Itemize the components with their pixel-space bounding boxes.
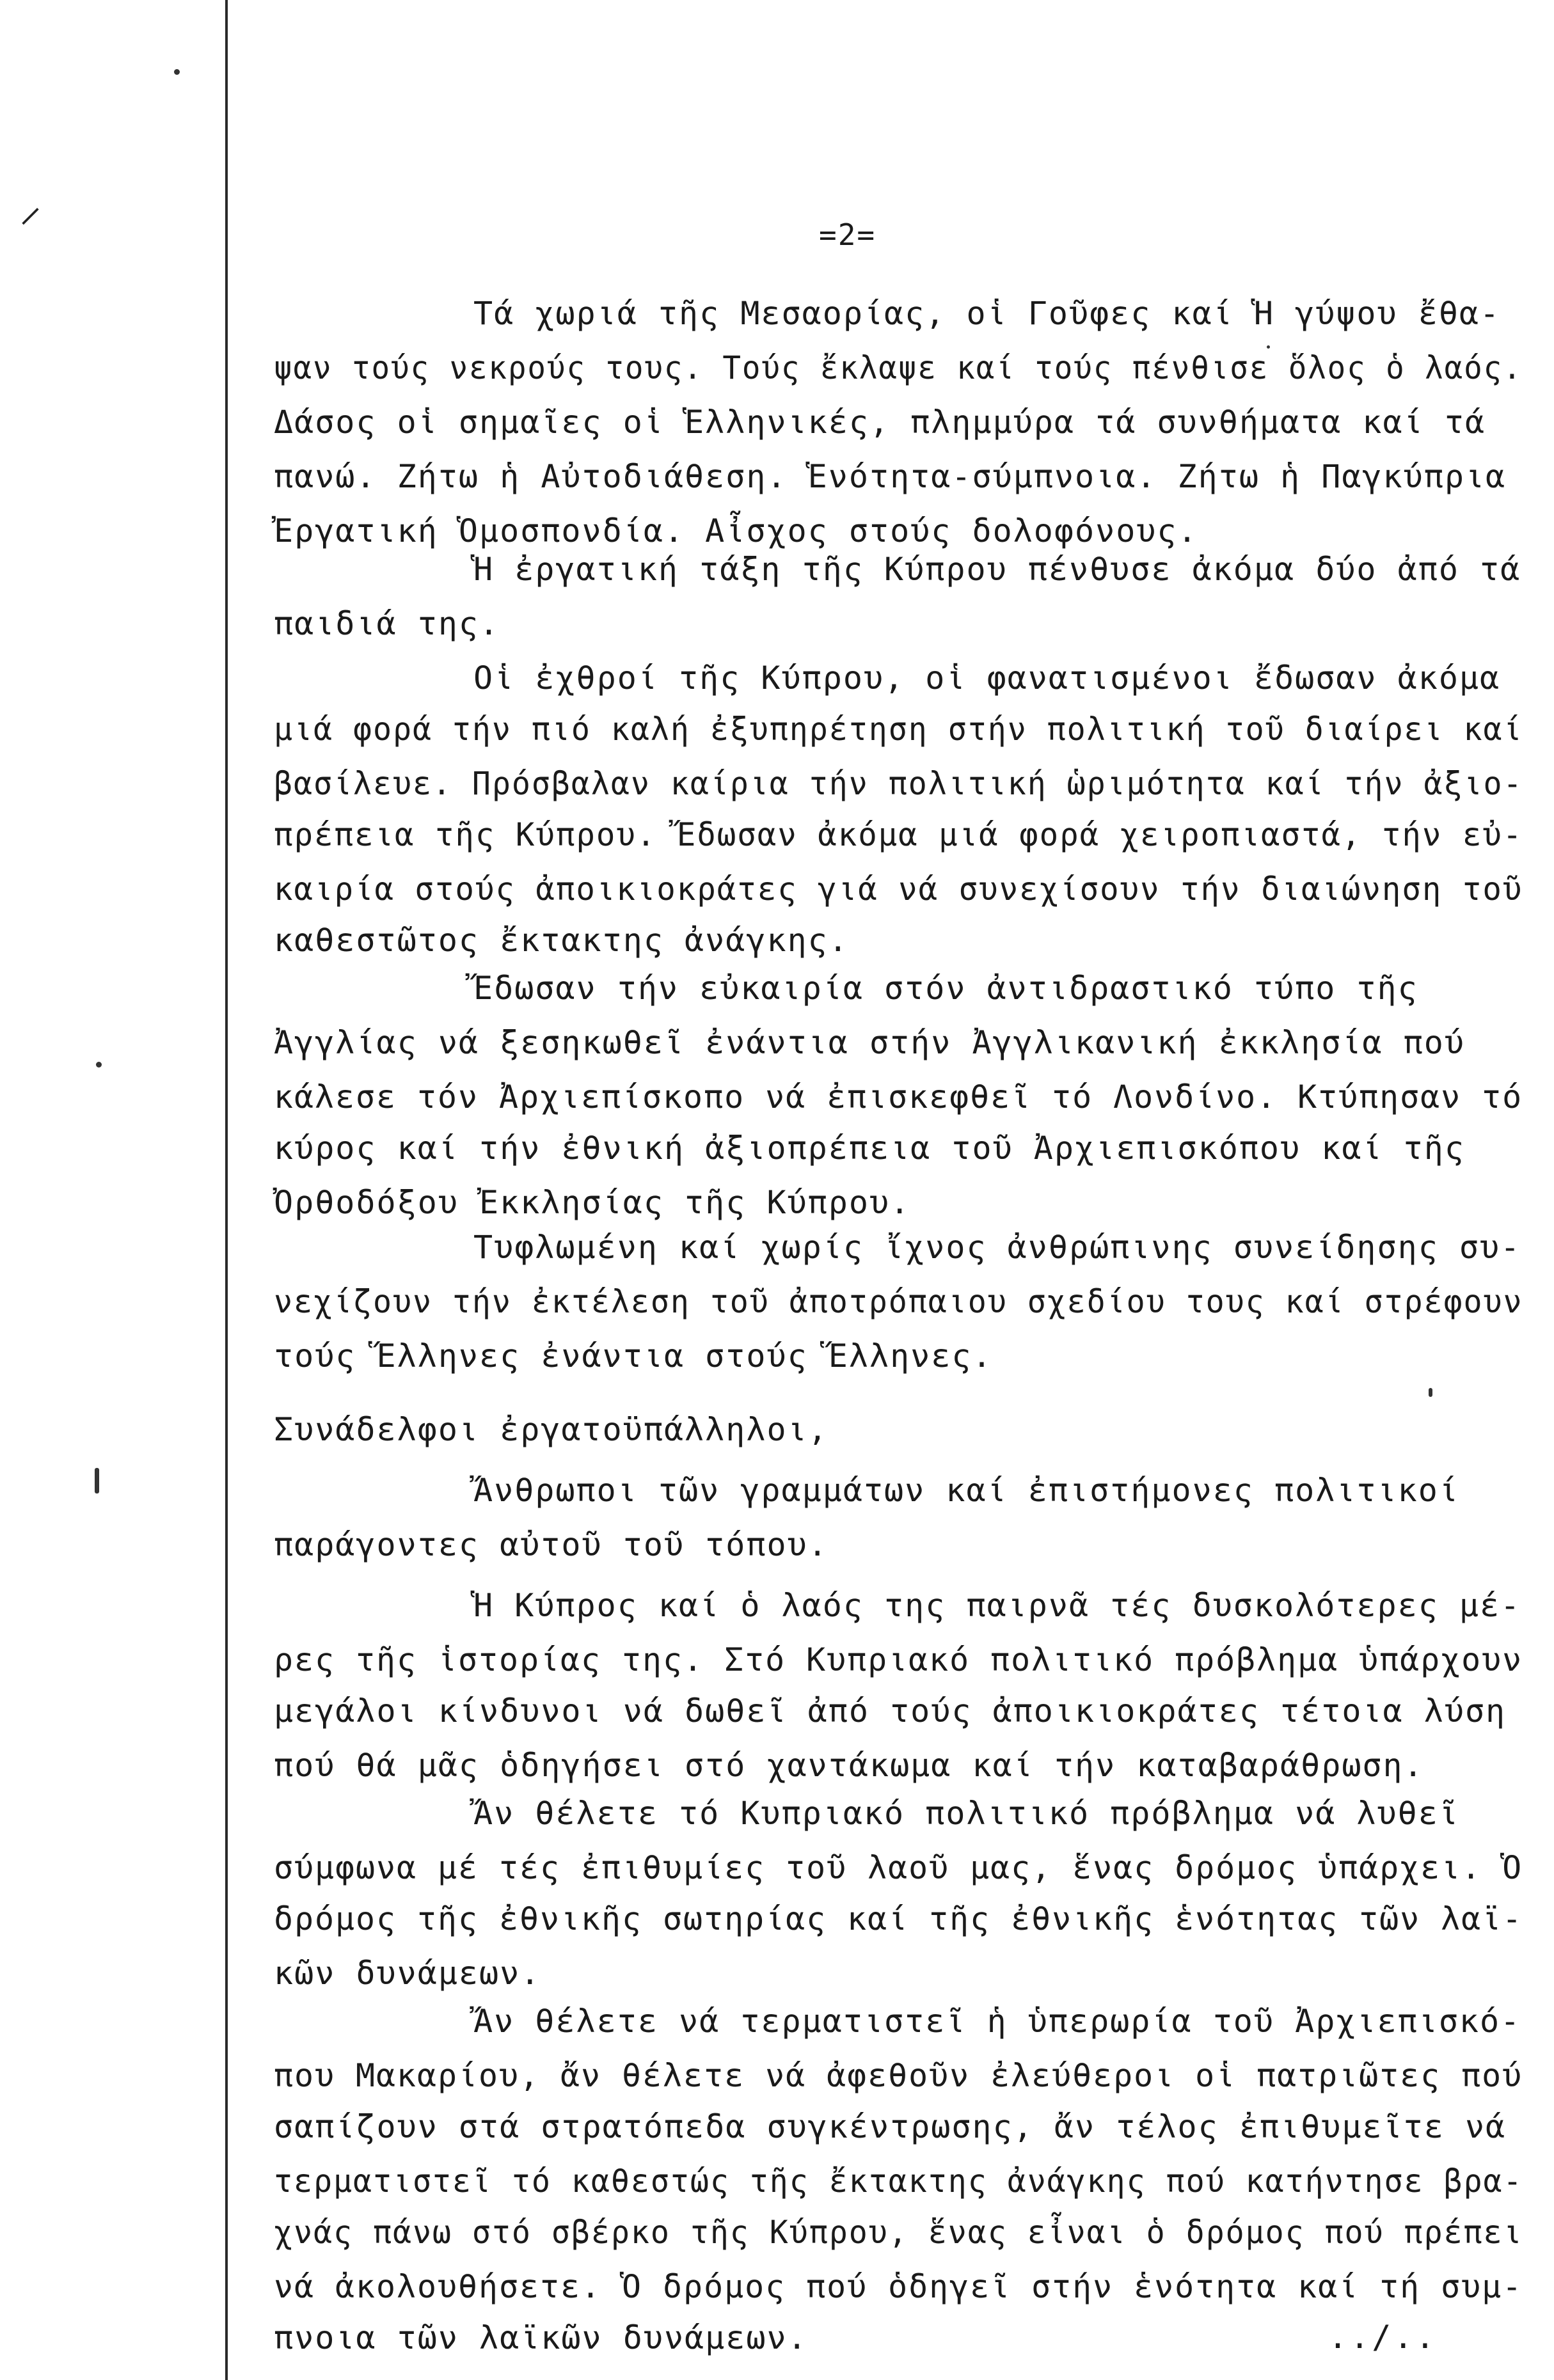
text-line: κῶν δυνάμεων.: [274, 1955, 541, 1992]
text-line: σαπίζουν στά στρατόπεδα συγκέντρωσης, ἄν τέλος ἐπιθυμεῖτε νά: [274, 2108, 1507, 2145]
text-line: καθεστῶτος ἔκτακτης ἀνάγκης.: [274, 922, 849, 959]
text-line: παιδιά της.: [274, 605, 500, 642]
text-line: τούς Ἕλληνες ἐνάντια στούς Ἕλληνες.: [274, 1337, 993, 1375]
page-number: =2=: [819, 217, 876, 252]
text-line: τερματιστεῖ τό καθεστώς τῆς ἔκτακτης ἀνάγκης πού κατήντησε βρα-: [274, 2163, 1523, 2200]
text-line: νά ἀκολουθήσετε. Ὁ δρόμος πού ὁδηγεῖ στήν ἑνότητα καί τή συμ-: [274, 2268, 1523, 2305]
text-line: καιρία στούς ἀποικιοκράτες γιά νά συνεχίσουν τήν διαιώνηση τοῦ: [274, 871, 1523, 908]
text-line: βασίλευε. Πρόσβαλαν καίρια τήν πολιτική ὡριμότητα καί τήν ἀξιο-: [274, 765, 1523, 802]
text-line: που Μακαρίου, ἄν θέλετε νά ἀφεθοῦν ἐλεύθεροι οἱ πατριῶτες πού: [274, 2057, 1523, 2094]
text-line: Ὀρθοδόξου Ἐκκλησίας τῆς Κύπρου.: [274, 1184, 911, 1221]
text-line: Ἄν θέλετε νά τερματιστεῖ ἡ ὑπερωρία τοῦ Ἀρχιεπισκό-: [473, 2003, 1521, 2040]
text-line: χνάς πάνω στό σβέρκο τῆς Κύπρου, ἕνας εἶναι ὁ δρόμος πού πρέπει: [274, 2214, 1523, 2251]
text-line: κύρος καί τήν ἐθνική ἀξιοπρέπεια τοῦ Ἀρχιεπισκόπου καί τῆς: [274, 1130, 1465, 1167]
text-line: Ἐργατική Ὁμοσπονδία. Αἶσχος στούς δολοφόνους.: [274, 512, 1198, 549]
margin-dot: [96, 1062, 102, 1068]
text-line: μιά φορά τήν πιό καλή ἐξυπηρέτηση στήν πολιτική τοῦ διαίρει καί: [274, 711, 1523, 748]
text-line: Ἔδωσαν τήν εὐκαιρία στόν ἀντιδραστικό τύπο τῆς: [473, 970, 1418, 1007]
text-line: πνοια τῶν λαϊκῶν δυνάμεων.: [274, 2319, 808, 2356]
text-line: σύμφωνα μέ τές ἐπιθυμίες τοῦ λαοῦ μας, ἕνας δρόμος ὑπάρχει. Ὁ: [274, 1849, 1523, 1886]
text-line: κάλεσε τόν Ἀρχιεπίσκοπο νά ἐπισκεφθεῖ τό Λονδίνο. Κτύπησαν τό: [274, 1078, 1523, 1115]
text-line: Ἄνθρωποι τῶν γραμμάτων καί ἐπιστήμονες πολιτικοί: [473, 1472, 1459, 1509]
text-line: ρες τῆς ἱστορίας της. Στό Κυπριακό πολιτικό πρόβλημα ὑπάρχουν: [274, 1641, 1523, 1678]
text-line: πού θά μᾶς ὁδηγήσει στό χαντάκωμα καί τήν καταβαράθρωση.: [274, 1747, 1424, 1784]
speck: [1429, 1388, 1432, 1397]
margin-scribble-mark: ⸍: [19, 198, 42, 251]
text-line: Τά χωριά τῆς Μεσαορίας, οἱ Γοῦφες καί Ἡ γύψου ἔθα-: [473, 295, 1501, 332]
text-line: πρέπεια τῆς Κύπρου. Ἔδωσαν ἀκόμα μιά φορά χειροπιαστά, τήν εὐ-: [274, 816, 1523, 853]
text-line: νεχίζουν τήν ἐκτέλεση τοῦ ἀποτρόπαιου σχεδίου τους καί στρέφουν: [274, 1283, 1523, 1320]
text-line: Ἀγγλίας νά ξεσηκωθεῖ ἐνάντια στήν Ἀγγλικανική ἐκκλησία πού: [274, 1024, 1465, 1061]
text-line: Ἡ ἐργατική τάξη τῆς Κύπρου πένθυσε ἀκόμα δύο ἀπό τά: [473, 551, 1521, 588]
text-line: Ἡ Κύπρος καί ὁ λαός της παιρνᾶ τές δυσκολότερες μέ-: [473, 1587, 1521, 1624]
continuation-mark: ../..: [1328, 2319, 1438, 2356]
page-margin-line: [225, 0, 228, 2380]
text-line: παράγοντες αὐτοῦ τοῦ τόπου.: [274, 1526, 829, 1563]
text-line: ψαν τούς νεκρούς τους. Τούς ἔκλαψε καί τούς πένθισε ὅλος ὁ λαός.: [274, 349, 1523, 386]
text-line: δρόμος τῆς ἐθνικῆς σωτηρίας καί τῆς ἐθνικῆς ἑνότητας τῶν λαϊ-: [274, 1900, 1523, 1937]
text-line: Τυφλωμένη καί χωρίς ἴχνος ἀνθρώπινης συνείδησης συ-: [473, 1229, 1521, 1266]
text-line: Οἱ ἐχθροί τῆς Κύπρου, οἱ φανατισμένοι ἔδωσαν ἀκόμα: [473, 659, 1501, 697]
text-line: Δάσος οἱ σημαῖες οἱ Ἑλληνικές, πλημμύρα τά συνθήματα καί τά: [274, 404, 1486, 441]
margin-mark: [95, 1468, 99, 1493]
text-line: Ἄν θέλετε τό Κυπριακό πολιτικό πρόβλημα νά λυθεῖ: [473, 1795, 1459, 1832]
margin-dot: [174, 69, 180, 75]
text-line: πανώ. Ζήτω ἡ Αὐτοδιάθεση. Ἑνότητα-σύμπνοια. Ζήτω ἡ Παγκύπρια: [274, 458, 1507, 495]
text-line: μεγάλοι κίνδυνοι νά δωθεῖ ἀπό τούς ἀποικιοκράτες τέτοια λύση: [274, 1692, 1507, 1730]
salutation: Συνάδελφοι ἐργατοϋπάλληλοι,: [274, 1411, 829, 1448]
